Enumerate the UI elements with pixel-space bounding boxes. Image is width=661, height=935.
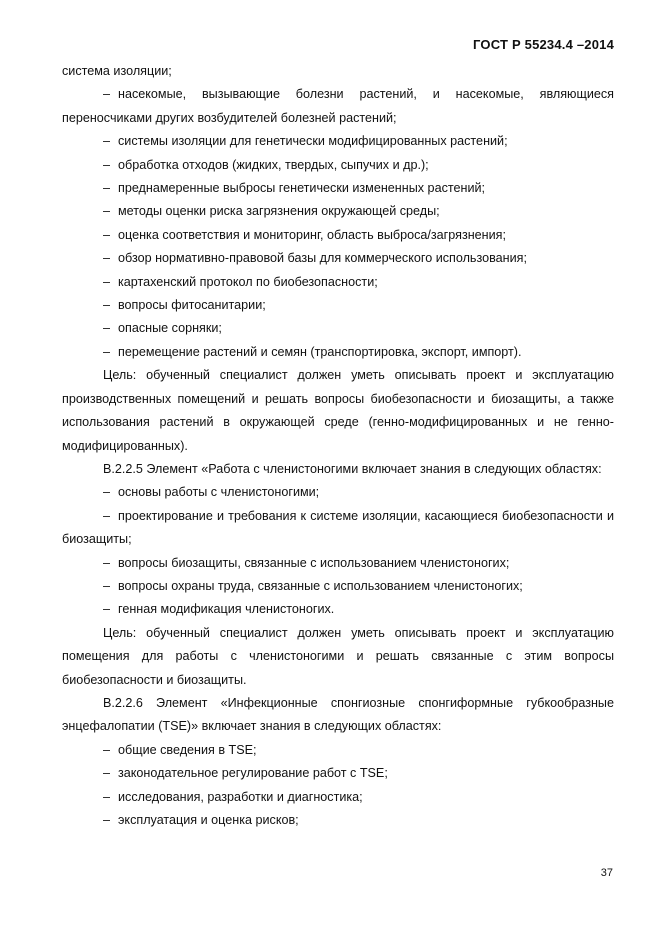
list-item-text: генная модификация членистоногих.: [118, 602, 335, 617]
list-item: [62, 83, 614, 130]
list-item: [62, 598, 614, 621]
list-dash: –: [103, 813, 111, 827]
list-item-text: методы оценки риска загрязнения окружающей среды;: [118, 204, 440, 219]
list-dash: –: [103, 251, 111, 266]
list-dash: –: [103, 298, 111, 313]
list-dash: –: [103, 344, 111, 359]
list-item: [62, 130, 614, 153]
list-item-text: вопросы охраны труда, связанные с использованием членистоногих;: [118, 578, 523, 593]
list-item: [62, 224, 614, 247]
list-item-text: насекомые, вызывающие болезни растений, и насекомые, являющиеся переносчиками других возбудителей болезней растений;: [62, 87, 614, 125]
list-item: [62, 739, 614, 762]
list-item-text: исследования, разработки и диагностика;: [118, 789, 363, 804]
list-dash: –: [103, 766, 111, 781]
list-dash: –: [103, 602, 111, 617]
list-item: [62, 762, 614, 785]
list-item-text: картахенский протокол по биобезопасности;: [118, 274, 378, 289]
list-dash: –: [103, 578, 111, 593]
list-item-text: опасные сорняки;: [118, 321, 222, 336]
paragraph: система изоляции;: [62, 64, 172, 78]
list-item-text: общие сведения в TSE;: [118, 742, 257, 757]
list-item-text: проектирование и требования к системе изоляции, касающиеся биобезопасности и биозащиты;: [62, 508, 614, 547]
list-dash: –: [103, 134, 111, 149]
list-item: [62, 271, 614, 294]
list-dash: –: [103, 789, 111, 804]
list-item-text: обработка отходов (жидких, твердых, сыпучих и др.);: [118, 157, 429, 172]
list-dash: –: [103, 181, 111, 196]
list-item: [62, 552, 614, 575]
list-item: [62, 154, 614, 177]
list-dash: –: [103, 87, 111, 102]
list-dash: –: [103, 227, 111, 242]
list-item-text: преднамеренные выбросы генетически измененных растений;: [118, 181, 486, 196]
list-item-text: эксплуатация и оценка рисков;: [118, 813, 299, 827]
list-item-text: основы работы с членистоногими;: [118, 485, 320, 500]
list-item: [62, 294, 614, 317]
list-item: [62, 809, 614, 832]
paragraph: Цель: обученный специалист должен уметь описывать проект и эксплуатацию производственных помещений и решать вопросы биобезопасности и биозащиты, а также использования растений в окружающей среде (генно-модифицированных и не генно-модифицированных).: [62, 368, 614, 453]
list-dash: –: [103, 508, 111, 523]
list-item-text: законодательное регулирование работ с TSE;: [118, 766, 388, 781]
document-header: ГОСТ Р 55234.4 –2014: [473, 37, 614, 52]
list-item: [62, 247, 614, 270]
list-item-text: вопросы биозащиты, связанные с использованием членистоногих;: [118, 555, 510, 570]
list-item-text: системы изоляции для генетически модифицированных растений;: [118, 134, 508, 149]
list-dash: –: [103, 204, 111, 219]
list-dash: –: [103, 485, 111, 500]
document-body: [62, 60, 614, 832]
list-item: [62, 200, 614, 223]
list-item: [62, 177, 614, 200]
list-dash: –: [103, 742, 111, 757]
list-item-text: обзор нормативно-правовой базы для коммерческого использования;: [118, 251, 527, 266]
section-heading: В.2.2.5 Элемент «Работа с членистоногими включает знания в следующих областях:: [103, 461, 602, 476]
list-dash: –: [103, 321, 111, 336]
list-item-text: перемещение растений и семян (транспортировка, экспорт, импорт).: [118, 344, 522, 359]
list-item-text: вопросы фитосанитарии;: [118, 298, 266, 313]
page-number: 37: [600, 867, 613, 879]
list-item: [62, 505, 614, 552]
paragraph: Цель: обученный специалист должен уметь описывать проект и эксплуатацию помещения для работы с членистоногими и решать связанные с этим вопросы биобезопасности и биозащиты.: [62, 625, 614, 687]
list-item: [62, 786, 614, 809]
list-item: [62, 317, 614, 340]
list-dash: –: [103, 157, 111, 172]
list-dash: –: [103, 274, 111, 289]
list-item: [62, 341, 614, 364]
list-item-text: оценка соответствия и мониторинг, область выброса/загрязнения;: [118, 227, 506, 242]
section-heading: В.2.2.6 Элемент «Инфекционные спонгиозные спонгиформные губкообразные энцефалопатии (TSE)» включает знания в следующих областях:: [62, 695, 614, 734]
list-dash: –: [103, 555, 111, 570]
list-item: [62, 575, 614, 598]
list-item: [62, 481, 614, 504]
